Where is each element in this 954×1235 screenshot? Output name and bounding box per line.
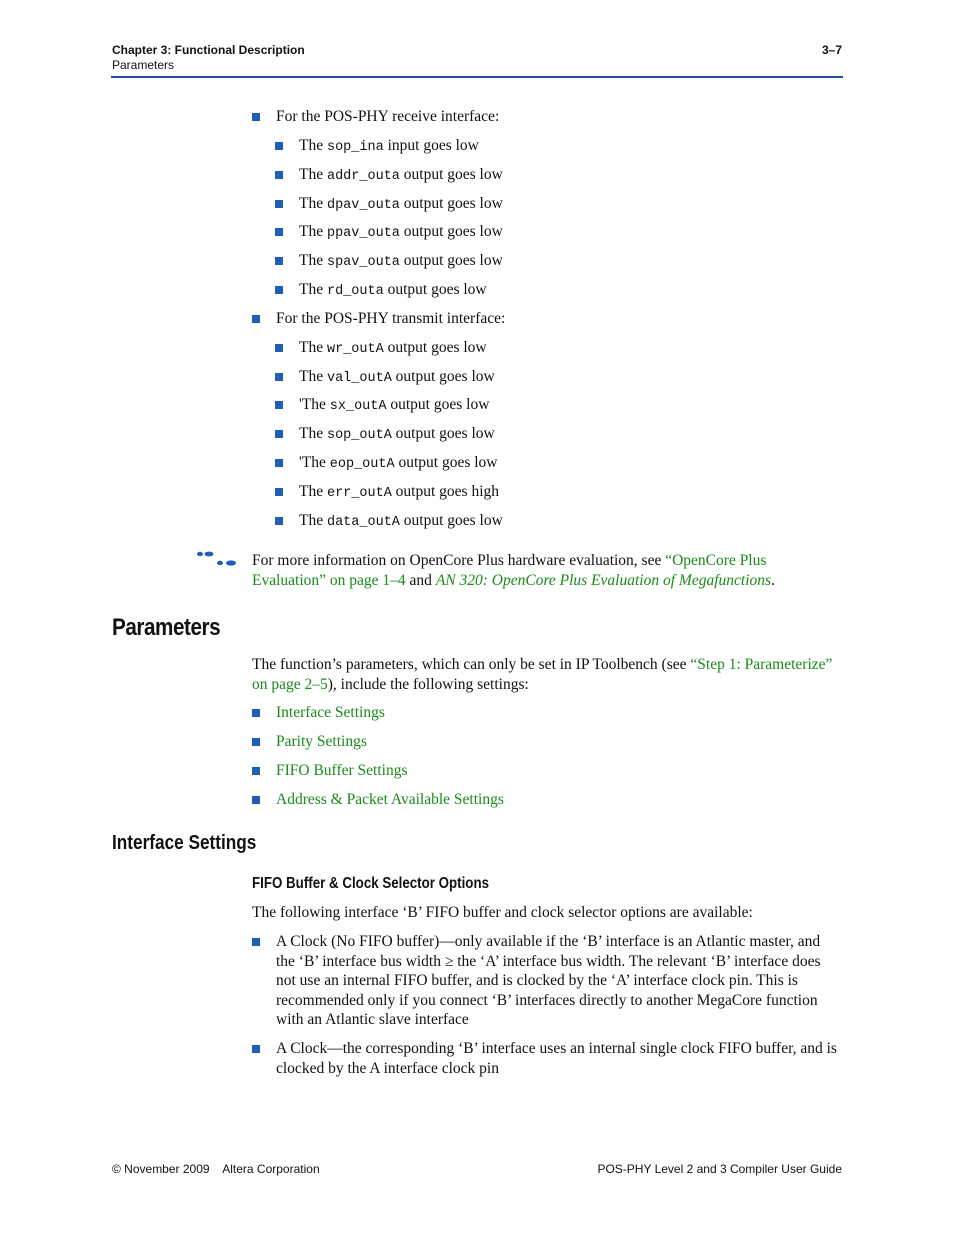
list-item-transmit-intro: For the POS-PHY transmit interface: (276, 309, 505, 328)
bullet-icon (275, 200, 283, 208)
list-item: 'The eop_outA output goes low (299, 453, 497, 474)
bullet-icon (275, 142, 283, 150)
parameters-intro: The function’s parameters, which can only be set in IP Toolbench (see “Step 1: Parameterize” on page 2–5), include the following settings: (252, 656, 833, 693)
bullet-icon (275, 459, 283, 467)
interface-settings-heading: Interface Settings (112, 832, 257, 854)
fifo-buffer-settings-link[interactable]: FIFO Buffer Settings (276, 762, 408, 779)
list-item: The wr_outA output goes low (299, 338, 487, 359)
list-item: A Clock (No FIFO buffer)—only available if the ‘B’ interface is an Atlantic master, and the ‘B’ interface bus width ≥ the ‘A’ interface bus width. The relevant ‘B’ interface does not use an internal FIFO buffer, and is clocked by the ‘A’ interface clock pin. This is recommended only if you connect ‘B’ interfaces directly to another MegaCore function with an Atlantic slave interface (276, 932, 842, 1030)
page-number: 3–7 (821, 43, 842, 57)
list-item (276, 790, 842, 810)
bullet-icon (275, 430, 283, 438)
bullet-icon (252, 767, 260, 775)
list-item: A Clock—the corresponding ‘B’ interface uses an internal single clock FIFO buffer, and is clocked by the A interface clock pin (276, 1039, 842, 1078)
bullet-icon (275, 517, 283, 525)
bullet-icon (275, 401, 283, 409)
list-item: The val_outA output goes low (299, 367, 495, 388)
bullet-icon (275, 171, 283, 179)
chapter-title: Chapter 3: Functional Description (112, 43, 305, 57)
opencore-plus-evaluation-link[interactable]: “OpenCore Plus Evaluation” on page 1–4 (252, 552, 767, 589)
list-item: The data_outA output goes low (299, 511, 503, 532)
address-packet-settings-link[interactable]: Address & Packet Available Settings (276, 791, 504, 808)
bullet-icon (252, 1045, 260, 1053)
list-item (276, 761, 842, 781)
bullet-icon (275, 488, 283, 496)
bullet-icon (252, 738, 260, 746)
list-item: The dpav_outa output goes low (299, 194, 503, 215)
bullet-icon (275, 257, 283, 265)
list-item: 'The sx_outA output goes low (299, 395, 489, 416)
list-item: The addr_outa output goes low (299, 165, 503, 186)
list-item: The sop_ina input goes low (299, 136, 479, 157)
header-rule (111, 76, 843, 78)
bullet-icon (252, 709, 260, 717)
list-item: The err_outA output goes high (299, 482, 499, 503)
note-paragraph: For more information on OpenCore Plus hardware evaluation, see “OpenCore Plus Evaluation” on page 1–4 and AN 320: OpenCore Plus Evaluation of Megafunctions. (252, 552, 775, 589)
bullet-icon (252, 315, 260, 323)
list-item: The spav_outa output goes low (299, 251, 503, 272)
footsteps-note-icon (195, 551, 239, 569)
bullet-icon (275, 373, 283, 381)
step1-parameterize-link[interactable]: “Step 1: Parameterize” on page 2–5 (252, 656, 833, 693)
bullet-icon (275, 286, 283, 294)
running-header (112, 43, 305, 73)
list-item (276, 703, 842, 723)
parameters-heading: Parameters (112, 614, 221, 641)
list-item: The rd_outa output goes low (299, 280, 487, 301)
bullet-icon (252, 938, 260, 946)
bullet-icon (275, 228, 283, 236)
list-item-receive-intro: For the POS-PHY receive interface: (276, 107, 499, 126)
fifo-clock-options-heading: FIFO Buffer & Clock Selector Options (252, 875, 490, 892)
list-item: The ppav_outa output goes low (299, 222, 503, 243)
section-title: Parameters (112, 58, 175, 72)
bullet-icon (252, 113, 260, 121)
footer-guide-title: POS-PHY Level 2 and 3 Compiler User Guide (597, 1162, 842, 1176)
list-item: The sop_outA output goes low (299, 424, 495, 445)
interface-settings-link[interactable]: Interface Settings (276, 704, 385, 721)
bullet-icon (252, 796, 260, 804)
list-item (276, 732, 842, 752)
options-intro: The following interface ‘B’ FIFO buffer and clock selector options are available: (252, 904, 753, 921)
bullet-icon (275, 344, 283, 352)
footer-copyright: © November 2009 Altera Corporation (112, 1162, 320, 1176)
an320-link[interactable]: AN 320: OpenCore Plus Evaluation of Megafunctions (435, 571, 772, 589)
parity-settings-link[interactable]: Parity Settings (276, 733, 367, 750)
